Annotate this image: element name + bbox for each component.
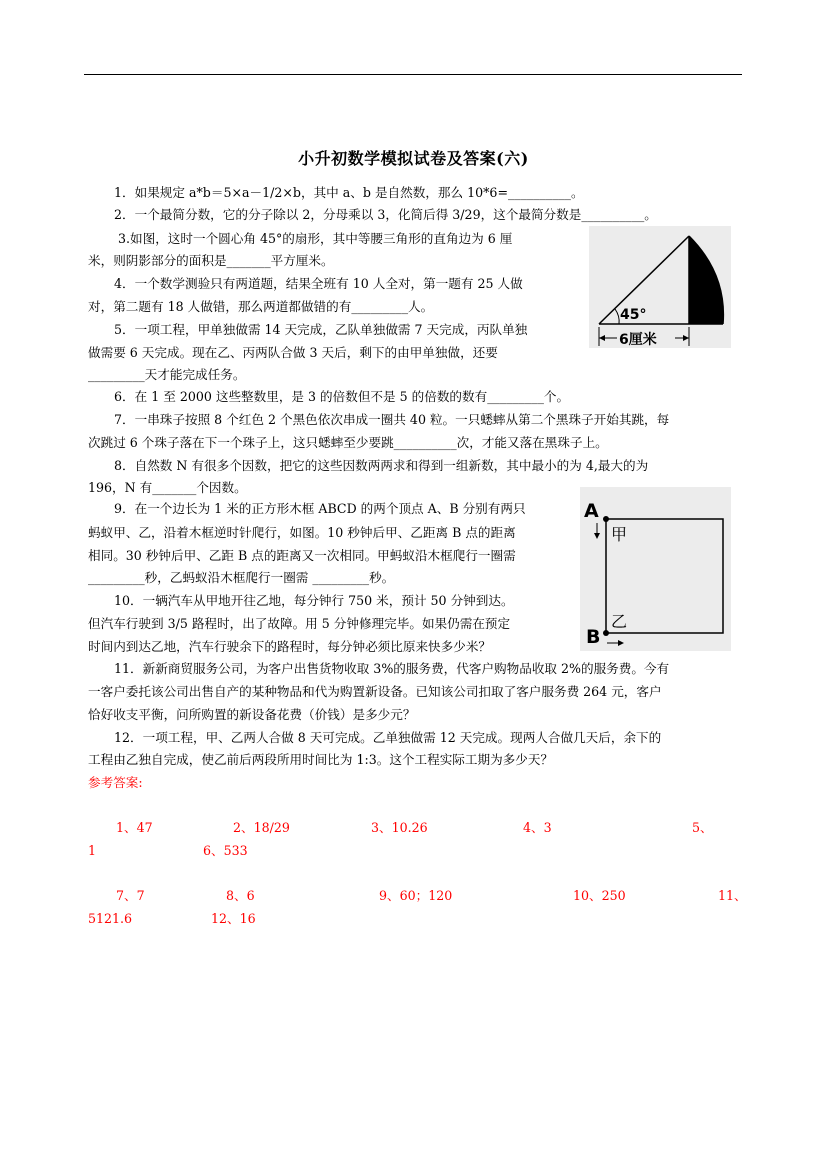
- angle-mark: [615, 309, 619, 324]
- question-5-cont2: _________天才能完成任务。: [88, 367, 246, 382]
- answers-heading: 参考答案:: [88, 775, 143, 790]
- length-label: 6厘米: [619, 332, 657, 348]
- answer-10: 10、250: [573, 888, 626, 903]
- label-a: A: [584, 500, 599, 522]
- answer-4: 4、3: [523, 820, 552, 835]
- question-7-cont: 次跳过 6 个珠子落在下一个珠子上，这只蟋蟀至少要跳__________次，才能又落在黑珠子上。: [88, 435, 608, 450]
- question-3-cont: 米，则阴影部分的面积是_______平方厘米。: [88, 253, 334, 268]
- question-1: 1．如果规定 a*b＝5×a－1/2×b，其中 a、b 是自然数，那么 10*6=__________。: [114, 185, 584, 200]
- angle-label: 45°: [620, 307, 647, 323]
- answer-5-label: 5、: [692, 820, 713, 835]
- question-12: 12．一项工程，甲、乙两人合做 8 天可完成。乙单独做需 12 天完成。现两人合做几天后，余下的: [114, 730, 662, 745]
- question-5-cont: 做需要 6 天完成。现在乙、丙两队合做 3 天后，剩下的由甲单独做，还要: [88, 345, 498, 360]
- question-9-cont3: _________秒，乙蚂蚁沿木框爬行一圈需 _________秒。: [88, 570, 395, 585]
- question-10-cont2: 时间内到达乙地，汽车行驶余下的路程时，每分钟必须比原来快多少米？: [88, 639, 491, 654]
- question-11-cont2: 恰好收支平衡，问所购置的新设备花费（价钱）是多少元？: [88, 707, 416, 722]
- vertex-a-dot: [603, 516, 609, 522]
- question-3: 3.如图，这时一个圆心角 45°的扇形，其中等腰三角形的直角边为 6 厘: [118, 231, 513, 246]
- header-rule: [84, 74, 742, 75]
- question-11-cont: 一客户委托该公司出售自产的某种物品和代为购置新设备。已知该公司扣取了客户服务费 264 元，客户: [88, 684, 662, 699]
- question-9: 9．在一个边长为 1 米的正方形木框 ABCD 的两个顶点 A、B 分别有两只: [114, 501, 526, 516]
- question-4: 4．一个数学测验只有两道题，结果全班有 10 人全对，第一题有 25 人做: [114, 276, 523, 291]
- question-6: 6．在 1 至 2000 这些整数里，是 3 的倍数但不是 5 的倍数的数有_________个。: [114, 389, 570, 404]
- question-9-cont2: 相同。30 秒钟后甲、乙距 B 点的距离又一次相同。甲蚂蚁沿木框爬行一圈需: [88, 548, 516, 563]
- question-7: 7．一串珠子按照 8 个红色 2 个黑色依次串成一圈共 40 粒。一只蟋蟀从第二个黑珠子开始其跳，每: [114, 412, 670, 427]
- question-12-cont: 工程由乙独自完成，使乙前后两段所用时间比为 1:3。这个工程实际工期为多少天？: [88, 752, 554, 767]
- answer-3: 3、10.26: [371, 820, 428, 835]
- question-2: 2．一个最简分数，它的分子除以 2，分母乘以 3，化简后得 3/29，这个最简分数是__________。: [114, 207, 657, 222]
- answer-6: 6、533: [203, 843, 248, 858]
- sector-figure: [589, 226, 731, 348]
- answer-7: 7、7: [116, 888, 145, 903]
- question-10: 10．一辆汽车从甲地开往乙地，每分钟行 750 米，预计 50 分钟到达。: [114, 593, 514, 608]
- label-jia: 甲: [611, 525, 628, 544]
- dimension-arrow-left: [599, 335, 605, 341]
- answer-1: 1、47: [116, 820, 153, 835]
- vertex-b-dot: [603, 630, 609, 636]
- answer-2: 2、18/29: [233, 820, 290, 835]
- answer-11-label: 11、: [718, 888, 747, 903]
- question-8: 8．自然数 N 有很多个因数，把它的这些因数两两求和得到一组新数，其中最小的为 4,最大的为: [114, 458, 649, 473]
- dimension-arrow-right: [683, 335, 689, 341]
- answer-12: 12、16: [211, 911, 256, 926]
- page-title: 小升初数学模拟试卷及答案(六): [298, 149, 529, 168]
- square-frame-figure: [580, 487, 731, 651]
- ant-yi-arrow-head: [618, 640, 624, 646]
- answer-11-value: 5121.6: [88, 911, 133, 926]
- label-yi: 乙: [611, 612, 628, 631]
- answer-5-value: 1: [88, 843, 97, 858]
- answer-8: 8、6: [226, 888, 255, 903]
- answer-9: 9、60；120: [379, 888, 453, 903]
- question-4-cont: 对，第二题有 18 人做错，那么两道都做错的有_________人。: [88, 299, 434, 314]
- ant-jia-arrow-head: [594, 533, 600, 539]
- label-b: B: [586, 626, 601, 648]
- question-9-cont: 蚂蚁甲、乙，沿着木框逆时针爬行，如图。10 秒钟后甲、乙距离 B 点的距离: [88, 525, 516, 540]
- question-11: 11．新新商贸服务公司，为客户出售货物收取 3%的服务费，代客户购物品收取 2%的服务费。今有: [114, 661, 670, 676]
- question-10-cont: 但汽车行驶到 3/5 路程时，出了故障。用 5 分钟修理完毕。如果仍需在预定: [88, 616, 511, 631]
- question-8-cont: 196，N 有_______个因数。: [88, 480, 247, 495]
- question-5: 5．一项工程，甲单独做需 14 天完成，乙队单独做需 7 天完成，丙队单独: [114, 322, 528, 337]
